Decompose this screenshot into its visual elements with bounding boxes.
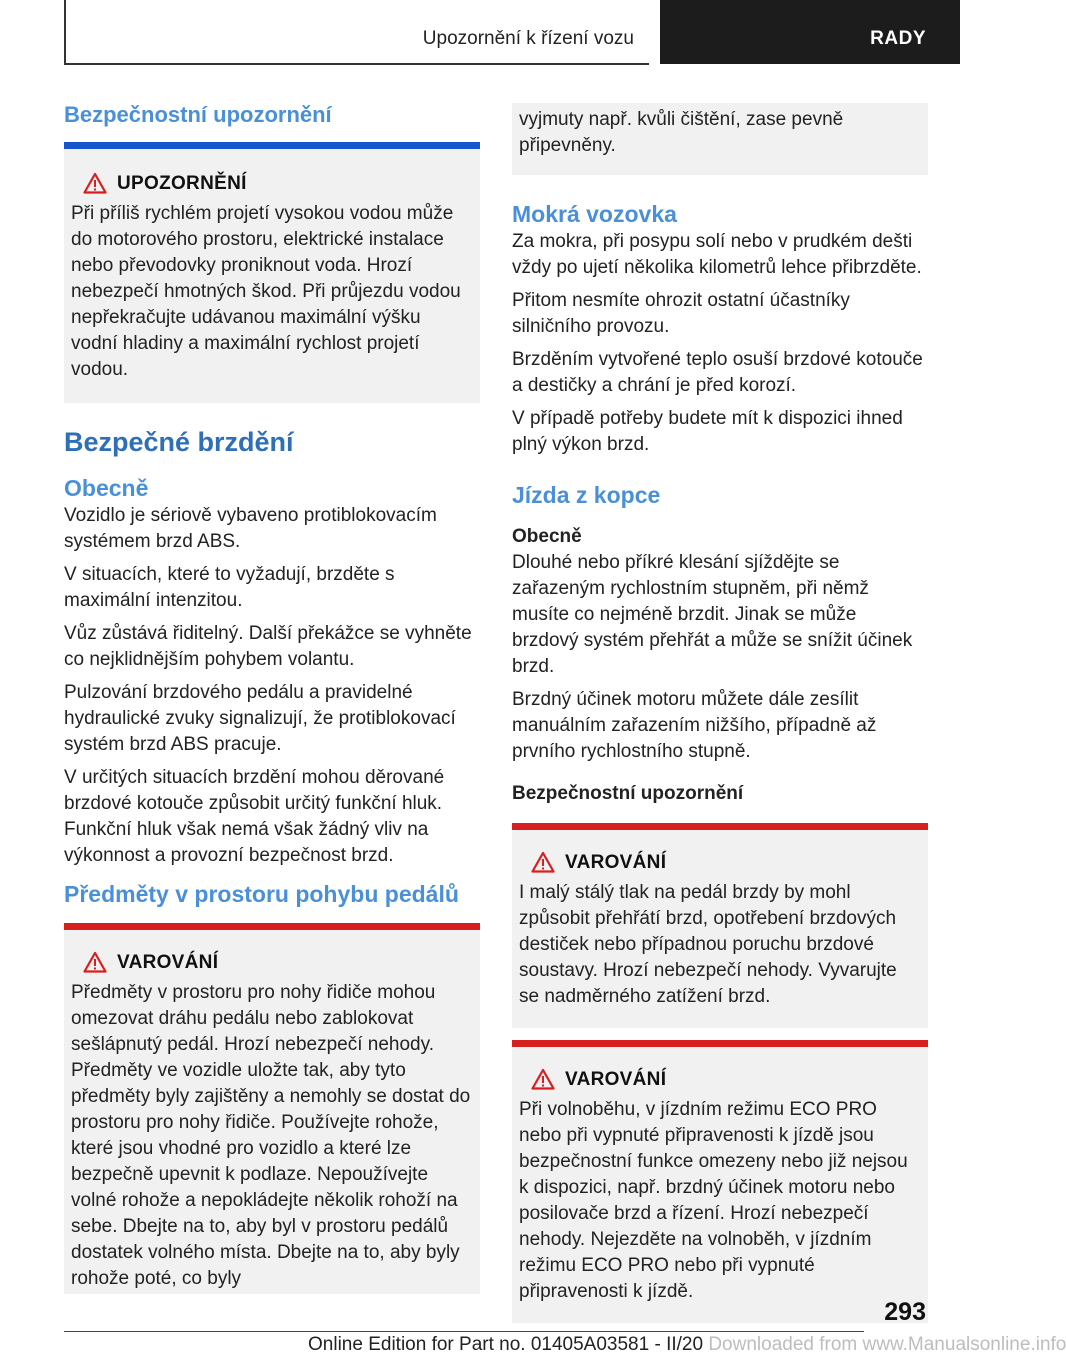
general-heading: Obecně [64,475,149,501]
warning-title: VAROVÁNÍ [117,952,219,973]
continued-warning-box [512,103,928,175]
section-title: Upozornění k řízení vozu [422,28,634,49]
warning-box [512,830,928,1028]
left-column [64,100,480,1294]
watermark-text: Downloaded from www.Manualsonline.info [708,1334,1066,1355]
downhill-general-heading: Obecně [512,526,582,547]
downhill-heading: Jízda z kopce [512,482,661,508]
footer-edition [308,1334,1066,1356]
header-left-rule [64,0,66,64]
notice-text: Při příliš rychlém projetí vysokou vodou může do motorového prostoru, elektrické instalace nebo převodovky proniknout voda. Hrozí nebezpečí hmotných škod. Při průjezdu vodou nepřekračujte udávanou maximální výšku vodní hladiny a maximální rychlost projetí vodou. [71,203,461,380]
warning-header [519,850,920,876]
paragraph: Vůz zůstává řiditelný. Další překážce se vyhněte co nejklidnějším pohybem volantu. [64,623,472,670]
footer-rule [64,1331,864,1332]
downhill-safety-heading: Bezpečnostní upozornění [512,783,744,804]
notice-box [64,149,480,403]
red-divider [64,923,480,930]
paragraph: Za mokra, při posypu solí nebo v prudkém dešti vždy po ujetí několika kilometrů lehce přibrzděte. [512,231,922,278]
warning-title: VAROVÁNÍ [565,852,667,873]
paragraph: Brzděním vytvořené teplo osuší brzdové kotouče a destičky a chrání je před korozí. [512,349,923,396]
red-divider [512,823,928,830]
paragraph: Brzdný účinek motoru můžete dále zesílit manuálním zařazením nižšího, případně až prvního rychlostního stupně. [512,689,877,762]
warning-triangle-icon [71,171,117,197]
warning-text: I malý stálý tlak na pedál brzdy by mohl způsobit přehřátí brzd, opotřebení brzdových destiček nebo případnou poruchu brzdové soustavy. Hrozí nebezpečí nehody. Vyvarujte se nadměrného zatížení brzd. [519,882,897,1007]
page-number: 293 [884,1298,926,1326]
paragraph: Pulzování brzdového pedálu a pravidelné hydraulické zvuky signalizují, že protiblokovací systém brzd ABS pracuje. [64,682,456,755]
notice-title: UPOZORNĚNÍ [117,173,247,194]
warning-text: Při volnoběhu, v jízdním režimu ECO PRO nebo při vypnuté připravenosti k jízdě jsou bezpečnostní funkce omezeny nebo již nejsou k dispozici, např. brzdný účinek motoru nebo posilovače brzd a řízení. Hrozí nebezpečí nehody. Nejezděte na volnoběh, v jízdním režimu ECO PRO nebo při vypnuté připravenosti k jízdě. [519,1099,908,1302]
objects-heading: Předměty v prostoru pohybu pedálů [64,881,459,907]
paragraph: Přitom nesmíte ohrozit ostatní účastníky silničního provozu. [512,290,850,337]
paragraph: V případě potřeby budete mít k dispozici ihned plný výkon brzd. [512,408,903,455]
header-bottom-rule [64,63,649,65]
warning-text: Předměty v prostoru pro nohy řidiče mohou omezovat dráhu pedálu nebo zablokovat sešlápnutý pedál. Hrozí nebezpečí nehody. Předměty ve vozidle uložte tak, aby tyto předměty byly zajištěny a nemohly se dostat do prostoru pro nohy řidiče. Používejte rohože, které jsou vhodné pro vozidlo a které lze bezpečně upevnit k podlaze. Nepoužívejte volné rohože a nepokládejte několik rohoží na sebe. Dbejte na to, aby byl v prostoru pedálů dostatek volného místa. Dbejte na to, aby byly rohože poté, co byly [71,982,471,1289]
paragraph: V určitých situacích brzdění mohou děrované brzdové kotouče způsobit určitý funkční hluk. Funkční hluk však nemá však žádný vliv na výkonnost a provozní bezpečnost brzd. [64,767,445,866]
paragraph: Vozidlo je sériově vybaveno protiblokovacím systémem brzd ABS. [64,505,437,552]
blue-divider [64,142,480,149]
paragraph: V situacích, které to vyžadují, brzděte s maximální intenzitou. [64,564,395,611]
wet-road-heading: Mokrá vozovka [512,201,677,227]
notice-header [71,171,472,197]
red-divider [512,1040,928,1047]
warning-box [512,1047,928,1323]
warning-header [71,950,472,976]
warning-triangle-icon [519,1067,565,1093]
right-column [512,103,928,1323]
warning-box [64,930,480,1294]
continued-text: vyjmuty např. kvůli čištění, zase pevně připevněny. [519,109,844,156]
chapter-tab [660,0,960,64]
paragraph: Dlouhé nebo příkré klesání sjíždějte se zařazeným rychlostním stupněm, při němž musíte co nejméně brzdit. Jinak se může brzdový systém přehřát a může se snížit účinek brzd. [512,552,913,677]
edition-text: Online Edition for Part no. 01405A03581 - II/20 [308,1334,704,1355]
warning-triangle-icon [519,850,565,876]
warning-header [519,1067,920,1093]
chapter-tab-label: RADY [870,28,926,49]
braking-heading: Bezpečné brzdění [64,427,294,457]
warning-title: VAROVÁNÍ [565,1069,667,1090]
warning-triangle-icon [71,950,117,976]
safety-heading: Bezpečnostní upozornění [64,102,332,127]
